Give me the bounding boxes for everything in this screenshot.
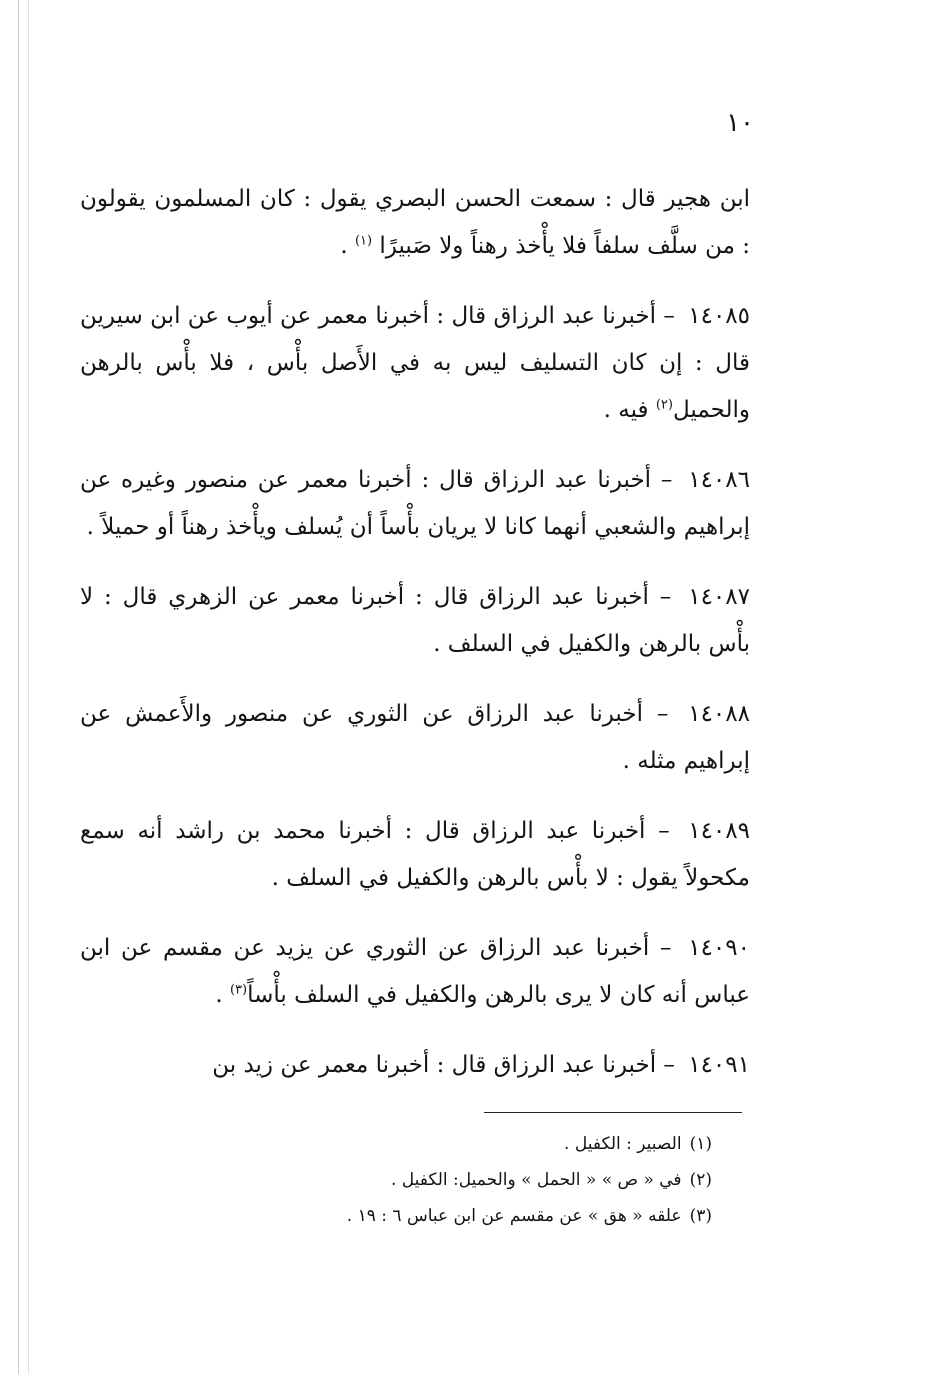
paragraph-text: – أخبرنا عبد الرزاق قال : أخبرنا معمر عن منصور وغيره عن إبراهيم والشعبي أنهما كانا لا يريان بأْساً أن يُسلف ويأْخذ رهناً أو حميلاً . [80,467,750,540]
paragraph [80,925,750,1019]
hadith-number: ١٤٠٨٧ [688,584,750,610]
paragraph [80,457,750,551]
hadith-number: ١٤٠٨٦ [688,467,750,493]
footnote [240,1126,712,1162]
footnotes [240,1126,712,1234]
hadith-number: ١٤٠٨٥ [688,303,751,329]
footnote-reference: (٣) [229,982,248,998]
footnote-number: (١) [689,1134,712,1154]
paragraph-text: – أخبرنا عبد الرزاق عن الثوري عن منصور والأَعمش عن إبراهيم مثله . [80,701,750,774]
paragraph-text: – أخبرنا عبد الرزاق قال : أخبرنا معمر عن زيد بن [212,1052,675,1078]
footnote-text: علقه « هق » عن مقسم عن ابن عباس ٦ : ١٩ . [346,1206,682,1226]
paragraph-tail: . [340,233,348,259]
paragraph-text: – أخبرنا عبد الرزاق عن الثوري عن يزيد عن مقسم عن ابن عباس أنه كان لا يرى بالرهن والكفيل في السلف بأْساً [80,935,750,1008]
paragraph [80,808,750,902]
paragraph-text: – أخبرنا عبد الرزاق قال : أخبرنا محمد بن راشد أنه سمع مكحولاً يقول : لا بأْس بالرهن والكفيل في السلف . [80,818,750,891]
paragraph [80,1042,750,1089]
paragraph-tail: فيه . [603,397,649,423]
paragraph-text: ابن هجير قال : سمعت الحسن البصري يقول : كان المسلمون يقولون : من سلَّف سلفاً فلا يأْخذ رهناً ولا صَبيرًا [80,186,750,259]
page-number: ١٠ [726,108,754,138]
footnote [240,1198,712,1234]
paragraph-text: – أخبرنا عبد الرزاق قال : أخبرنا معمر عن أيوب عن ابن سيرين قال : إن كان التسليف ليس به في الأَصل بأْس ، فلا بأْس بالرهن والحميل [80,303,750,423]
hadith-number: ١٤٠٨٨ [688,701,750,727]
scan-edge-line [28,0,29,1374]
paragraph-text: – أخبرنا عبد الرزاق قال : أخبرنا معمر عن الزهري قال : لا بأْس بالرهن والكفيل في السلف . [80,584,750,657]
footnote [240,1162,712,1198]
footnote-number: (٢) [689,1170,712,1190]
main-text [80,176,750,1112]
footnote-reference: (٢) [655,397,673,413]
scan-edge-line [18,0,19,1374]
footnote-text: في « ص » « الحمل » والحميل: الكفيل . [390,1170,682,1190]
paragraph [80,293,750,434]
paragraph-tail: . [215,982,223,1008]
paragraph [80,574,750,668]
footnote-reference: (١) [354,233,373,249]
hadith-number: ١٤٠٩٠ [688,935,750,961]
footnote-text: الصبير : الكفيل . [564,1134,682,1154]
footnote-separator [484,1112,742,1113]
footnote-number: (٣) [689,1206,712,1226]
hadith-number: ١٤٠٨٩ [688,818,750,844]
paragraph [80,176,750,270]
hadith-number: ١٤٠٩١ [688,1052,750,1078]
paragraph [80,691,750,785]
